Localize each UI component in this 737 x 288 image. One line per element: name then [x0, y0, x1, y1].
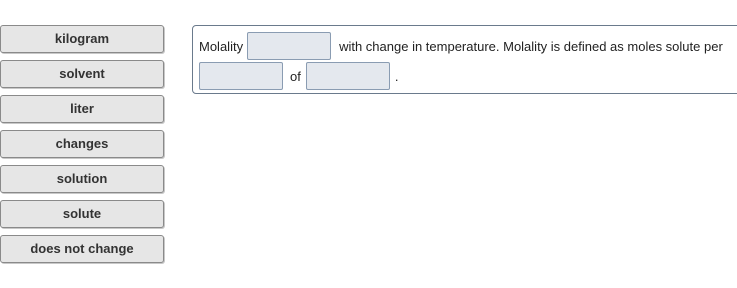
sentence-panel: [192, 25, 737, 94]
chip-liter[interactable]: liter: [0, 95, 164, 123]
chip-does-not-change[interactable]: does not change: [0, 235, 164, 263]
drop-slot-3[interactable]: [306, 62, 390, 90]
sentence-text-period: .: [394, 68, 399, 84]
chip-kilogram[interactable]: kilogram: [0, 25, 164, 53]
sentence-text-middle: with change in temperature. Molality is defined as moles solute per: [339, 38, 723, 54]
chip-solvent[interactable]: solvent: [0, 60, 164, 88]
sentence-text-of: of: [290, 68, 301, 84]
sentence-line-1: [199, 31, 723, 61]
drop-slot-1[interactable]: [247, 32, 331, 60]
chip-solution[interactable]: solution: [0, 165, 164, 193]
sentence-text-molality: Molality: [199, 38, 244, 54]
chip-changes[interactable]: changes: [0, 130, 164, 158]
sentence-line-2: [199, 61, 398, 91]
chip-solute[interactable]: solute: [0, 200, 164, 228]
drop-slot-2[interactable]: [199, 62, 283, 90]
